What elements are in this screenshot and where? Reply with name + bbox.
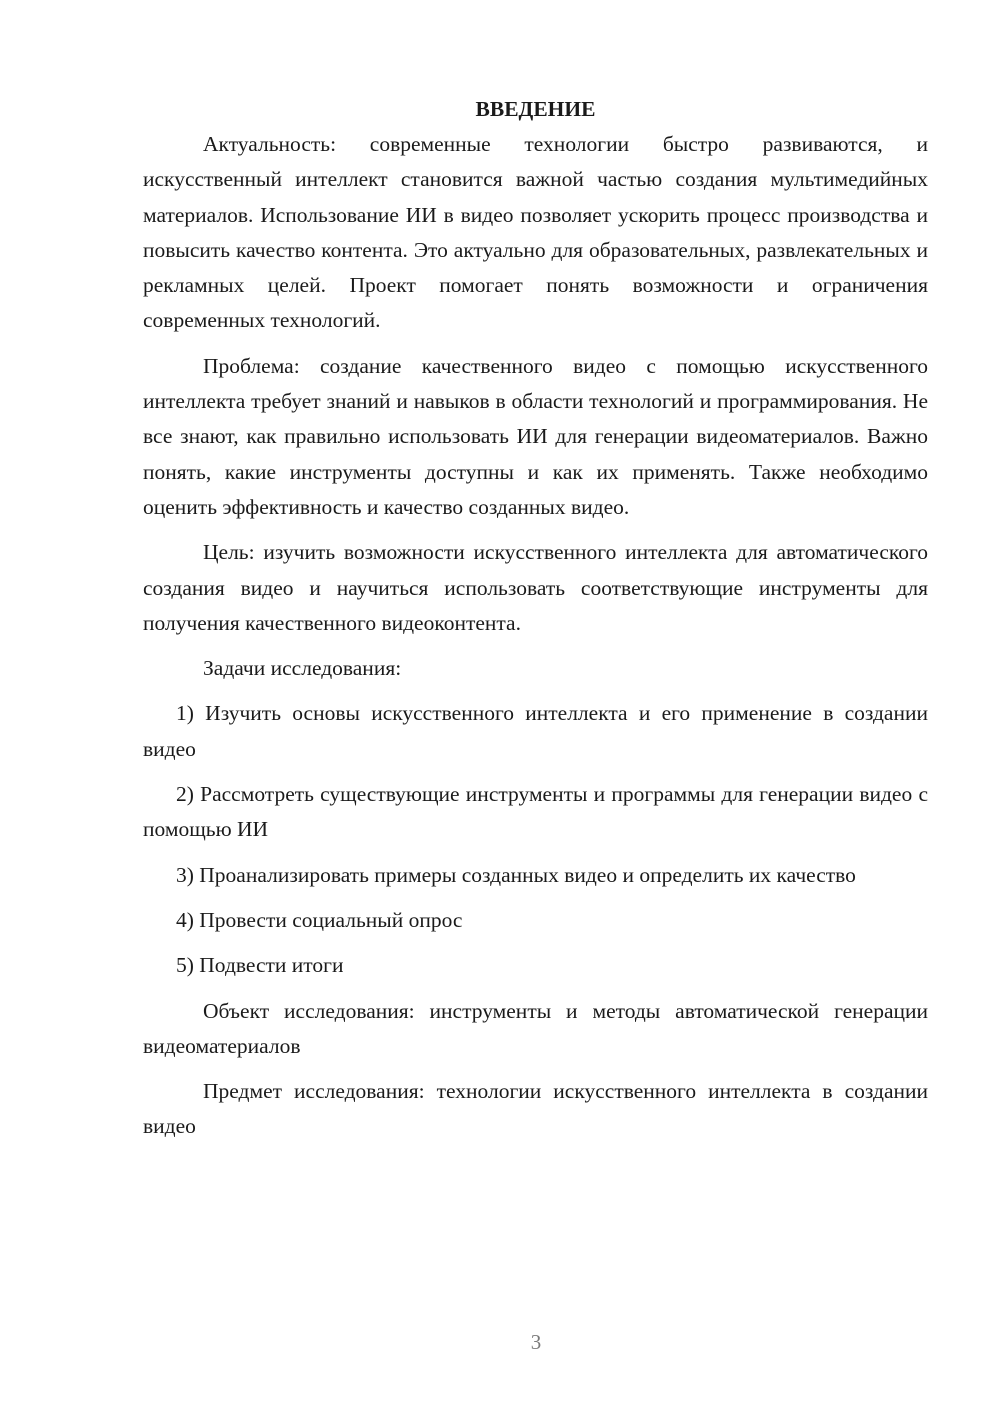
subject-paragraph: Предмет исследования: технологии искусственного интеллекта в создании видео (143, 1079, 928, 1139)
task-item: 4) Провести социальный опрос (176, 907, 463, 932)
task-item: 3) Проанализировать примеры созданных видео и определить их качество (176, 862, 856, 887)
task-item: 1) Изучить основы искусственного интеллекта и его применение в создании видео (143, 701, 928, 761)
problem-paragraph: Проблема: создание качественного видео с помощью искусственного интеллекта требует знаний и навыков в области технологий и программирования. Не все знают, как правильно использовать ИИ для генерации видеоматериалов. Важно понять, какие инструменты доступны и как их применять. Также необходимо оценить эффективность и качество созданных видео. (143, 353, 928, 519)
object-paragraph: Объект исследования: инструменты и методы автоматической генерации видеоматериалов (143, 998, 928, 1058)
section-title: ВВЕДЕНИЕ (475, 97, 596, 121)
goal-paragraph: Цель: изучить возможности искусственного интеллекта для автоматического создания видео и научиться использовать соответствующие инструменты для получения качественного видеоконтента. (143, 540, 928, 635)
task-item: 5) Подвести итоги (176, 953, 344, 978)
tasks-list (143, 696, 928, 983)
document-page (143, 92, 928, 1155)
task-item: 2) Рассмотреть существующие инструменты и программы для генерации видео с помощью ИИ (143, 782, 928, 842)
relevance-paragraph: Актуальность: современные технологии быстро развиваются, и искусственный интеллект становится важной частью создания мультимедийных материалов. Использование ИИ в видео позволяет ускорить процесс производства и повысить качество контента. Это актуально для образовательных, развлекательных и рекламных целей. Проект помогает понять возможности и ограничения современных технологий. (143, 132, 928, 333)
tasks-heading: Задачи исследования: (203, 656, 402, 681)
page-number: 3 (530, 1330, 542, 1354)
